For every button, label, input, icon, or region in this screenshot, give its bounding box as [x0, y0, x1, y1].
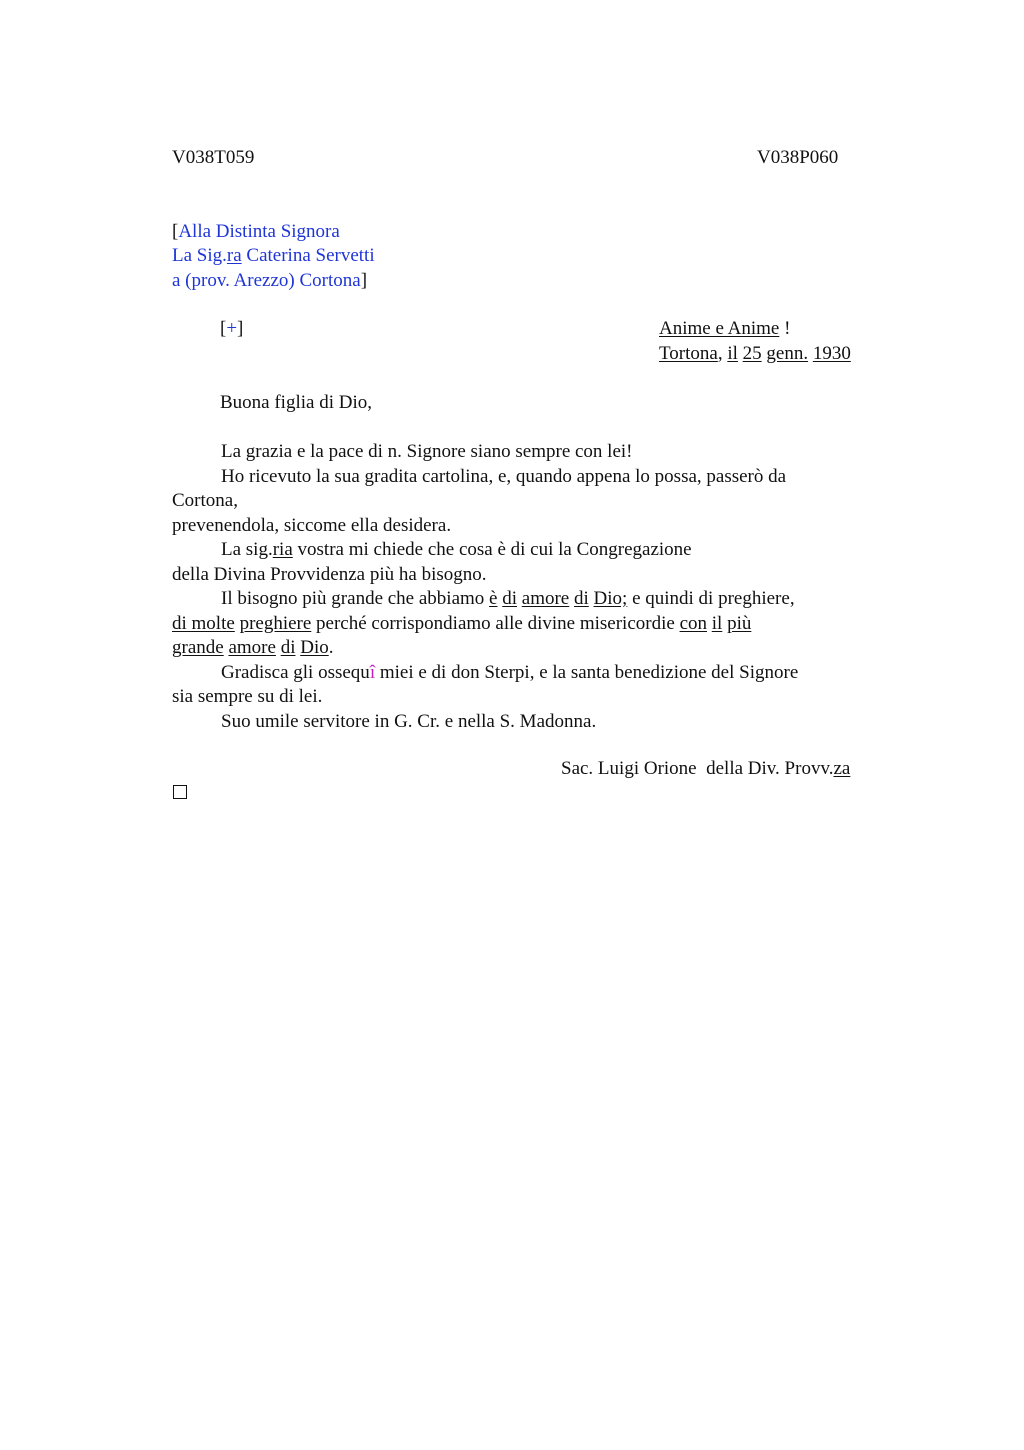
body-paragraph-4-line-3 — [172, 636, 872, 661]
dateline — [659, 342, 851, 366]
p5-b: miei e di don Sterpi, e la santa benedizione del Signore — [375, 661, 799, 683]
right-reference-code: V038P060 — [757, 147, 839, 168]
p5-mark: î — [369, 661, 376, 683]
date-place: Tortona — [659, 343, 718, 364]
p4-t1: Il bisogno più grande che abbiamo — [221, 588, 490, 609]
date-il: il — [727, 343, 738, 364]
p4-u4: di — [574, 588, 589, 609]
address-line-2-a: La Sig. — [172, 245, 227, 266]
p4-u3: amore — [521, 588, 570, 609]
letter-body — [172, 440, 872, 734]
p4-t4: . — [328, 637, 334, 658]
end-box-symbol — [173, 785, 187, 799]
body-paragraph-3-line-1 — [172, 538, 872, 563]
body-paragraph-5-line-1 — [172, 661, 872, 686]
motto-words: Anime e Anime — [659, 318, 780, 339]
p4-u2: di — [502, 588, 518, 609]
cross-mark: [+] — [220, 318, 244, 339]
body-paragraph-2-line-1: Ho ricevuto la sua gradita cartolina, e, quando appena lo possa, passerò da — [221, 465, 787, 487]
body-paragraph-5-line-2: sia sempre su di lei. — [172, 686, 323, 707]
p4-u6: di molte — [172, 612, 235, 634]
p4-u9: il — [711, 612, 723, 634]
address-line-2-sup: ra — [226, 245, 242, 266]
address-line-1-text: Alla Distinta Signora — [178, 221, 340, 242]
p3-b: vostra mi chiede che cosa è di cui la Congregazione — [292, 539, 692, 560]
body-paragraph-4-line-1 — [172, 587, 872, 612]
body-paragraph-4-line-2 — [172, 612, 872, 637]
p4-u8: con — [679, 612, 707, 634]
p3-sup: ria — [272, 539, 293, 560]
motto-exclaim: ! — [779, 318, 791, 339]
signature-text: Sac. Luigi Orione della Div. Provv. — [561, 758, 834, 779]
body-paragraph-2-line-3: prevenendola, siccome ella desidera. — [172, 514, 452, 536]
body-paragraph-3-line-2: della Divina Provvidenza più ha bisogno. — [172, 563, 487, 585]
address-line-2-b: Caterina Servetti — [241, 245, 375, 266]
body-paragraph-1: La grazia e la pace di n. Signore siano sempre con lei! — [221, 441, 633, 462]
address-line-2 — [172, 244, 375, 268]
body-paragraph-2-line-2: Cortona, — [172, 490, 238, 511]
p4-u10: più — [727, 612, 752, 634]
p4-u14: Dio — [300, 637, 329, 658]
date-month: genn. — [766, 343, 809, 364]
address-line-1: [Alla Distinta Signora — [172, 221, 340, 242]
date-sep: , — [717, 343, 728, 364]
p4-u13: di — [280, 637, 296, 658]
address-line-3-text: a (prov. Arezzo) Cortona — [172, 270, 361, 291]
p4-u11: grande — [172, 637, 224, 658]
motto — [659, 317, 790, 341]
cross-symbol: + — [226, 318, 238, 339]
p4-u7: preghiere — [239, 612, 312, 634]
body-paragraph-6: Suo umile servitore in G. Cr. e nella S. Madonna. — [221, 710, 597, 732]
salutation: Buona figlia di Dio, — [220, 392, 372, 413]
left-reference-code: V038T059 — [172, 147, 255, 168]
p4-t2: e quindi di preghiere, — [627, 588, 795, 609]
p4-u12: amore — [228, 637, 276, 658]
p4-u5: Dio; — [593, 588, 628, 609]
address-line-3: a (prov. Arezzo) Cortona] — [172, 270, 368, 291]
p5-a: Gradisca gli ossequ — [221, 661, 370, 683]
date-day: 25 — [742, 343, 762, 364]
date-year: 1930 — [812, 343, 851, 364]
p3-a: La sig. — [221, 539, 273, 560]
p4-u1: è — [489, 588, 498, 609]
p4-t3: perché corrispondiamo alle divine misericordie — [311, 612, 680, 634]
signature-sup: za — [833, 758, 851, 779]
signature — [561, 757, 850, 781]
